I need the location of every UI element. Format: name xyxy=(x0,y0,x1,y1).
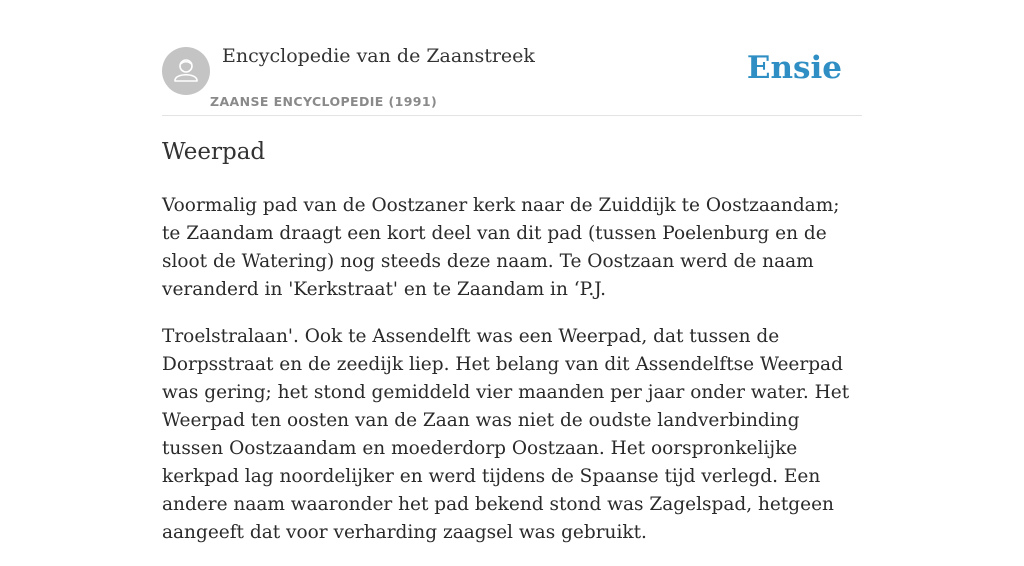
source-subtitle[interactable]: ZAANSE ENCYCLOPEDIE (1991) xyxy=(210,94,438,109)
brand-logo[interactable]: Ensie xyxy=(746,50,842,86)
source-title[interactable]: Encyclopedie van de Zaanstreek xyxy=(222,45,535,67)
paragraph: Troelstralaan'. Ook te Assendelft was een Weerpad, dat tussen de Dorpsstraat en de zeedijk liep. Het belang van dit Assendelftse Weerpad was gering; het stond gemiddeld vier maanden per jaar onder water. Het Weerpad ten oosten van de Zaan was niet de oudste landverbinding tussen Oostzaandam en moederdorp Oostzaan. Het oorspronkelijke kerkpad lag noordelijker en werd tijdens de Spaanse tijd verlegd. Een andere naam waaronder het pad bekend stond was Zagelspad, hetgeen aangeeft dat voor verharding zaagsel was gebruikt. xyxy=(162,326,850,543)
user-avatar-icon[interactable] xyxy=(162,47,210,95)
entry-card xyxy=(162,0,862,543)
page-title: Weerpad xyxy=(162,139,266,165)
paragraph: Voormalig pad van de Oostzaner kerk naar de Zuiddijk te Oostzaandam; te Zaandam draagt een kort deel van dit pad (tussen Poelenburg en de sloot de Watering) nog steeds deze naam. Te Oostzaan werd de naam veranderd in 'Kerkstraat' en te Zaandam in ‘P.J. xyxy=(162,195,840,300)
article-body xyxy=(162,192,862,566)
source-header xyxy=(162,0,862,116)
